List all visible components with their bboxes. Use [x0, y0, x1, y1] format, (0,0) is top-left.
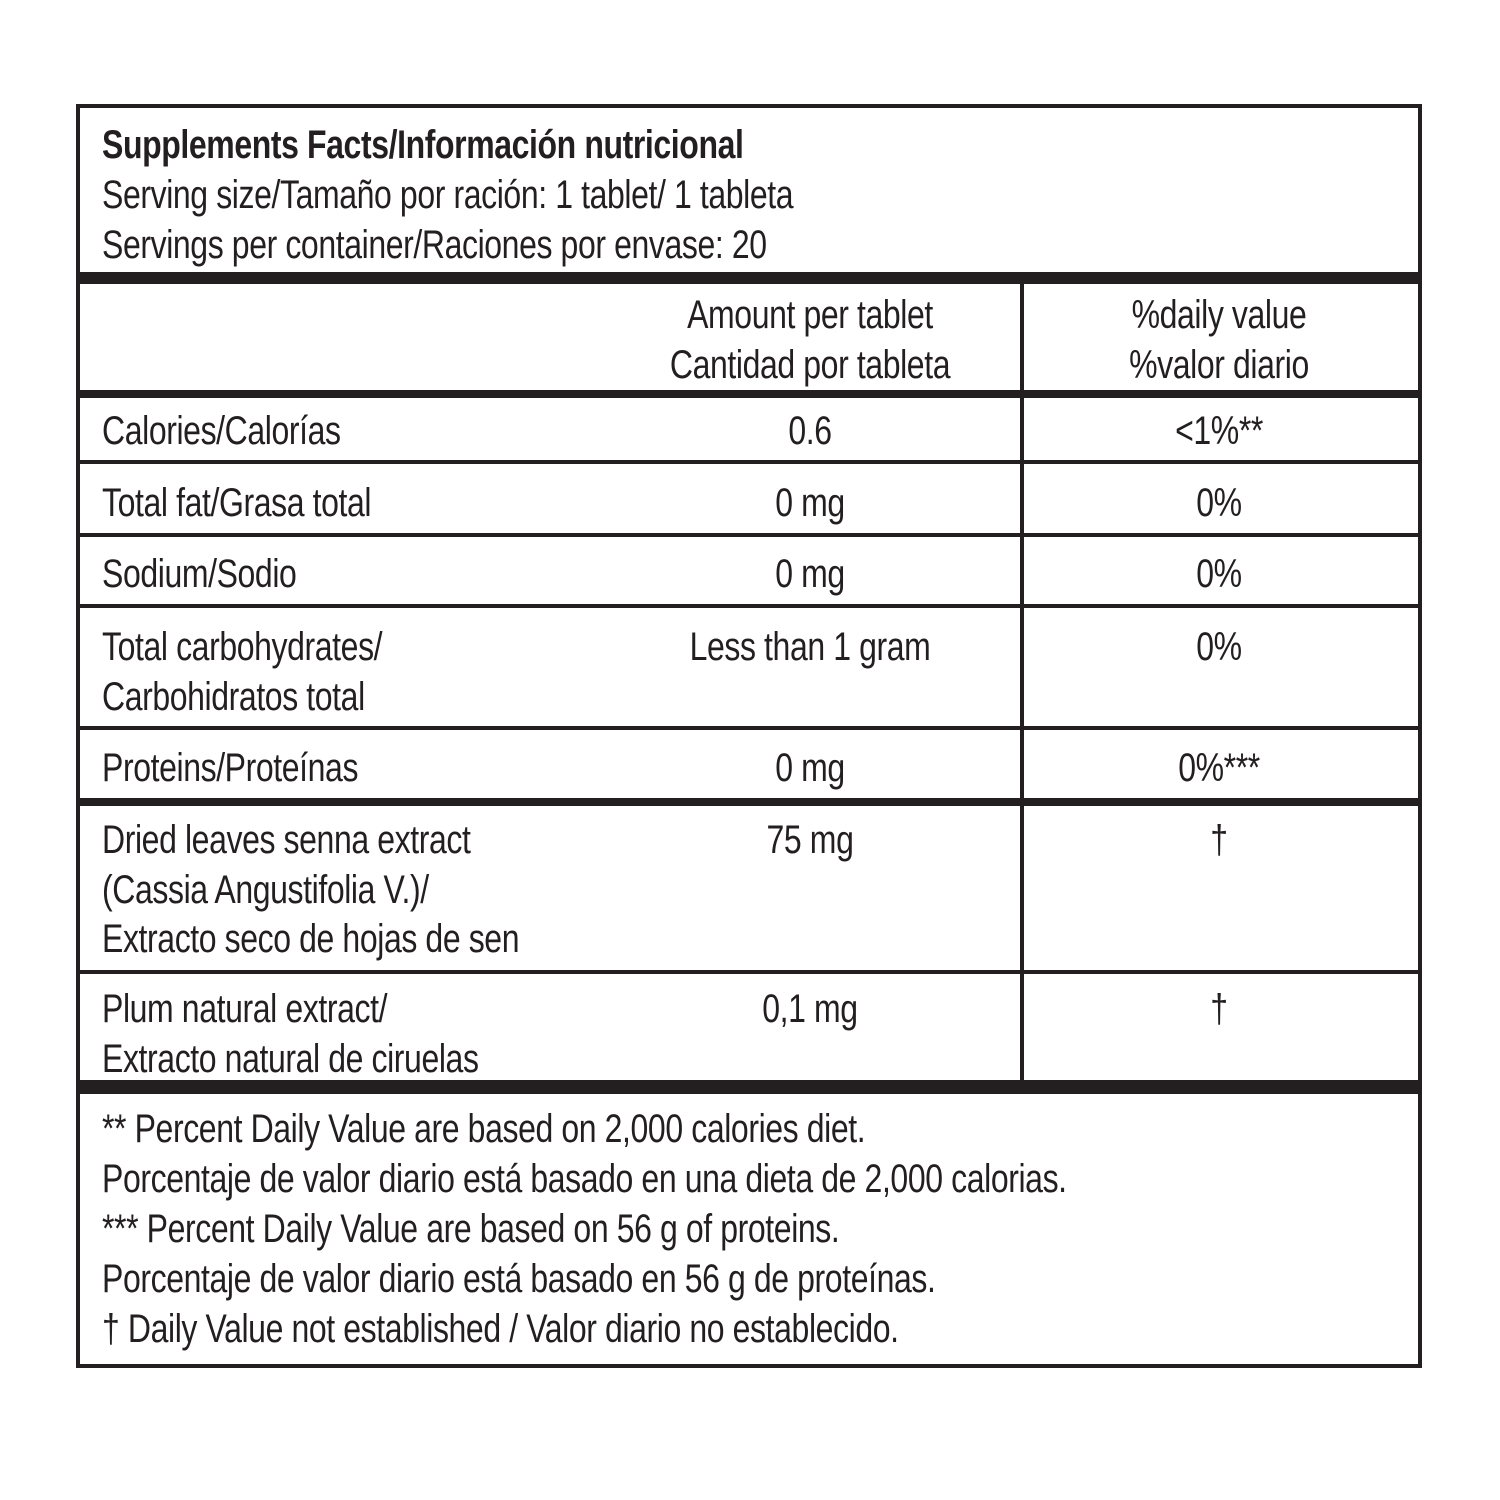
nutrient-amount: 0,1 mg [762, 987, 858, 1031]
divider-column-header [80, 390, 1418, 398]
nutrient-name: Proteins/Proteínas [102, 746, 359, 790]
dagger-mark: † [1210, 818, 1228, 862]
nutrient-daily-value: <1%** [1175, 409, 1263, 453]
row-divider [80, 460, 1418, 464]
thick-divider-top [80, 272, 1418, 284]
nutrient-amount: 0.6 [788, 409, 832, 453]
nutrient-name: Total carbohydrates/ [102, 625, 383, 669]
nutrient-name: Carbohidratos total [102, 675, 365, 719]
footnote: Porcentaje de valor diario está basado en una dieta de 2,000 calorias. [102, 1157, 1067, 1201]
dv-header-line2: %valor diario [1129, 343, 1309, 387]
nutrient-name: (Cassia Angustifolia V.)/ [102, 868, 429, 912]
nutrient-amount: Less than 1 gram [689, 625, 931, 669]
label-title: Supplements Facts/Información nutricional [102, 123, 744, 167]
nutrient-name: Dried leaves senna extract [102, 818, 471, 862]
nutrient-daily-value: 0% [1196, 625, 1242, 669]
nutrient-daily-value: 0% [1196, 552, 1242, 596]
column-divider [1020, 284, 1024, 1080]
nutrient-name: Extracto seco de hojas de sen [102, 917, 520, 961]
serving-size: Serving size/Tamaño por ración: 1 tablet/ 1 tableta [102, 173, 794, 217]
supplement-facts-label [76, 104, 1422, 1368]
nutrient-amount: 75 mg [766, 818, 854, 862]
nutrient-amount: 0 mg [775, 481, 845, 525]
footnote: † Daily Value not established / Valor diario no establecido. [102, 1307, 899, 1351]
dagger-mark: † [1210, 987, 1228, 1031]
nutrient-name: Total fat/Grasa total [102, 481, 372, 525]
amount-header-line1: Amount per tablet [687, 293, 933, 337]
dv-header-line1: %daily value [1131, 293, 1307, 337]
row-divider [80, 533, 1418, 537]
row-divider [80, 604, 1418, 608]
nutrient-amount: 0 mg [775, 552, 845, 596]
nutrient-name: Calories/Calorías [102, 409, 341, 453]
servings-per-container: Servings per container/Raciones por envase: 20 [102, 223, 767, 267]
footnote: ** Percent Daily Value are based on 2,000 calories diet. [102, 1107, 866, 1151]
nutrient-name: Sodium/Sodio [102, 552, 297, 596]
row-divider [80, 970, 1418, 974]
row-divider-thick [80, 798, 1418, 806]
footnote: Porcentaje de valor diario está basado en 56 g de proteínas. [102, 1257, 936, 1301]
nutrient-daily-value: 0%*** [1178, 746, 1260, 790]
nutrient-name: Plum natural extract/ [102, 987, 388, 1031]
row-divider [80, 726, 1418, 730]
nutrient-name: Extracto natural de ciruelas [102, 1037, 479, 1081]
nutrient-daily-value: 0% [1196, 481, 1242, 525]
footnote: *** Percent Daily Value are based on 56 g of proteins. [102, 1207, 840, 1251]
amount-header-line2: Cantidad por tableta [669, 343, 951, 387]
nutrient-amount: 0 mg [775, 746, 845, 790]
